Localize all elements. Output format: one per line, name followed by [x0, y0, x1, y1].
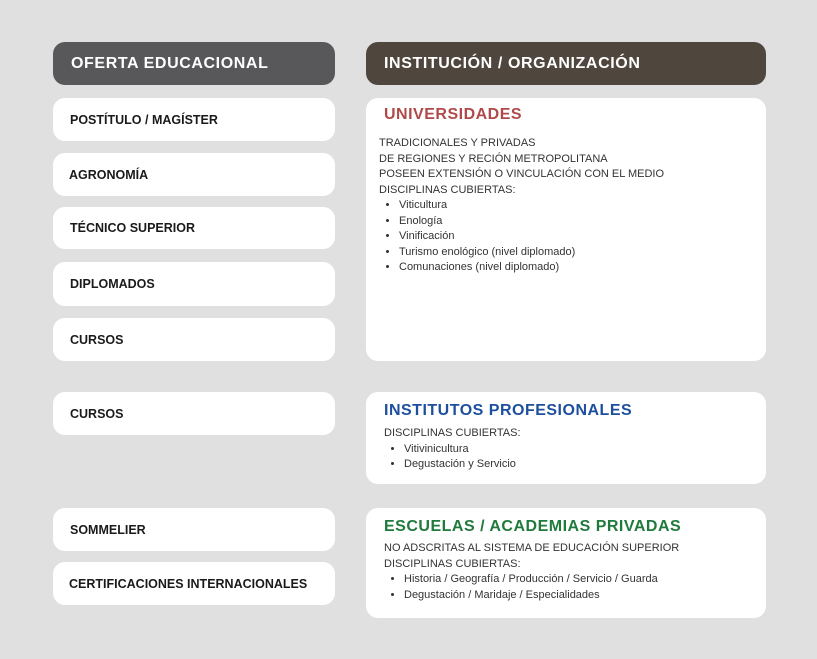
card-institutos-profesionales	[366, 392, 766, 484]
card-universidades	[366, 98, 766, 361]
card-title: UNIVERSIDADES	[384, 106, 523, 123]
card-line: POSEEN EXTENSIÓN O VINCULACIÓN CON EL MEDIO	[379, 168, 665, 180]
offer-certificaciones-internacionales	[53, 562, 335, 605]
offer-agronomia	[53, 153, 335, 196]
offer-cursos-institutos	[53, 392, 335, 435]
offer-label: CURSOS	[70, 332, 124, 347]
header-right-label: INSTITUCIÓN / ORGANIZACIÓN	[384, 54, 641, 72]
offer-label: CERTIFICACIONES INTERNACIONALES	[69, 576, 308, 591]
header-oferta-educacional	[53, 42, 335, 85]
discipline-item: • Historia / Geografía / Producción / Servicio / Guarda	[404, 572, 752, 588]
offer-diplomados	[53, 262, 335, 306]
card-line: DISCIPLINAS CUBIERTAS:	[379, 183, 516, 196]
card-line: TRADICIONALES Y PRIVADAS	[379, 137, 536, 149]
offer-label: CURSOS	[70, 406, 124, 421]
header-left-label: OFERTA EDUCACIONAL	[71, 54, 269, 72]
card-line: DISCIPLINAS CUBIERTAS:	[384, 557, 521, 570]
offer-label: AGRONOMÍA	[69, 167, 149, 182]
discipline-list	[384, 572, 752, 603]
card-line: NO ADSCRITAS AL SISTEMA DE EDUCACIÓN SUPERIOR	[384, 542, 680, 554]
offer-label: SOMMELIER	[70, 522, 146, 537]
offer-label: DIPLOMADOS	[70, 277, 155, 291]
discipline-item: • Turismo enológico (nivel diplomado)	[399, 245, 752, 261]
offer-label: POSTÍTULO / MAGÍSTER	[70, 112, 218, 127]
header-institucion-organizacion	[366, 42, 766, 85]
discipline-item: • Vitivinicultura	[404, 442, 752, 458]
discipline-item: • Degustación y Servicio	[404, 457, 752, 473]
offer-postitulo-magister	[53, 98, 335, 141]
discipline-item: • Comunaciones (nivel diplomado)	[399, 260, 752, 276]
card-title: ESCUELAS / ACADEMIAS PRIVADAS	[384, 518, 682, 535]
offer-tecnico-superior	[53, 207, 335, 249]
card-title: INSTITUTOS PROFESIONALES	[384, 402, 633, 419]
offer-cursos-universidades	[53, 318, 335, 361]
card-line: DISCIPLINAS CUBIERTAS:	[384, 427, 521, 439]
offer-sommelier	[53, 508, 335, 551]
card-line: DE REGIONES Y RECIÓN METROPOLITANA	[379, 152, 608, 165]
discipline-item: • Enología	[399, 214, 752, 230]
discipline-list	[379, 198, 752, 276]
discipline-list	[384, 442, 752, 473]
discipline-item: • Vinificación	[399, 229, 752, 245]
discipline-item: • Viticultura	[399, 198, 752, 214]
card-escuelas-academias-privadas	[366, 508, 766, 618]
discipline-item: • Degustación / Maridaje / Especialidades	[404, 588, 752, 604]
offer-label: TÉCNICO SUPERIOR	[70, 221, 196, 235]
